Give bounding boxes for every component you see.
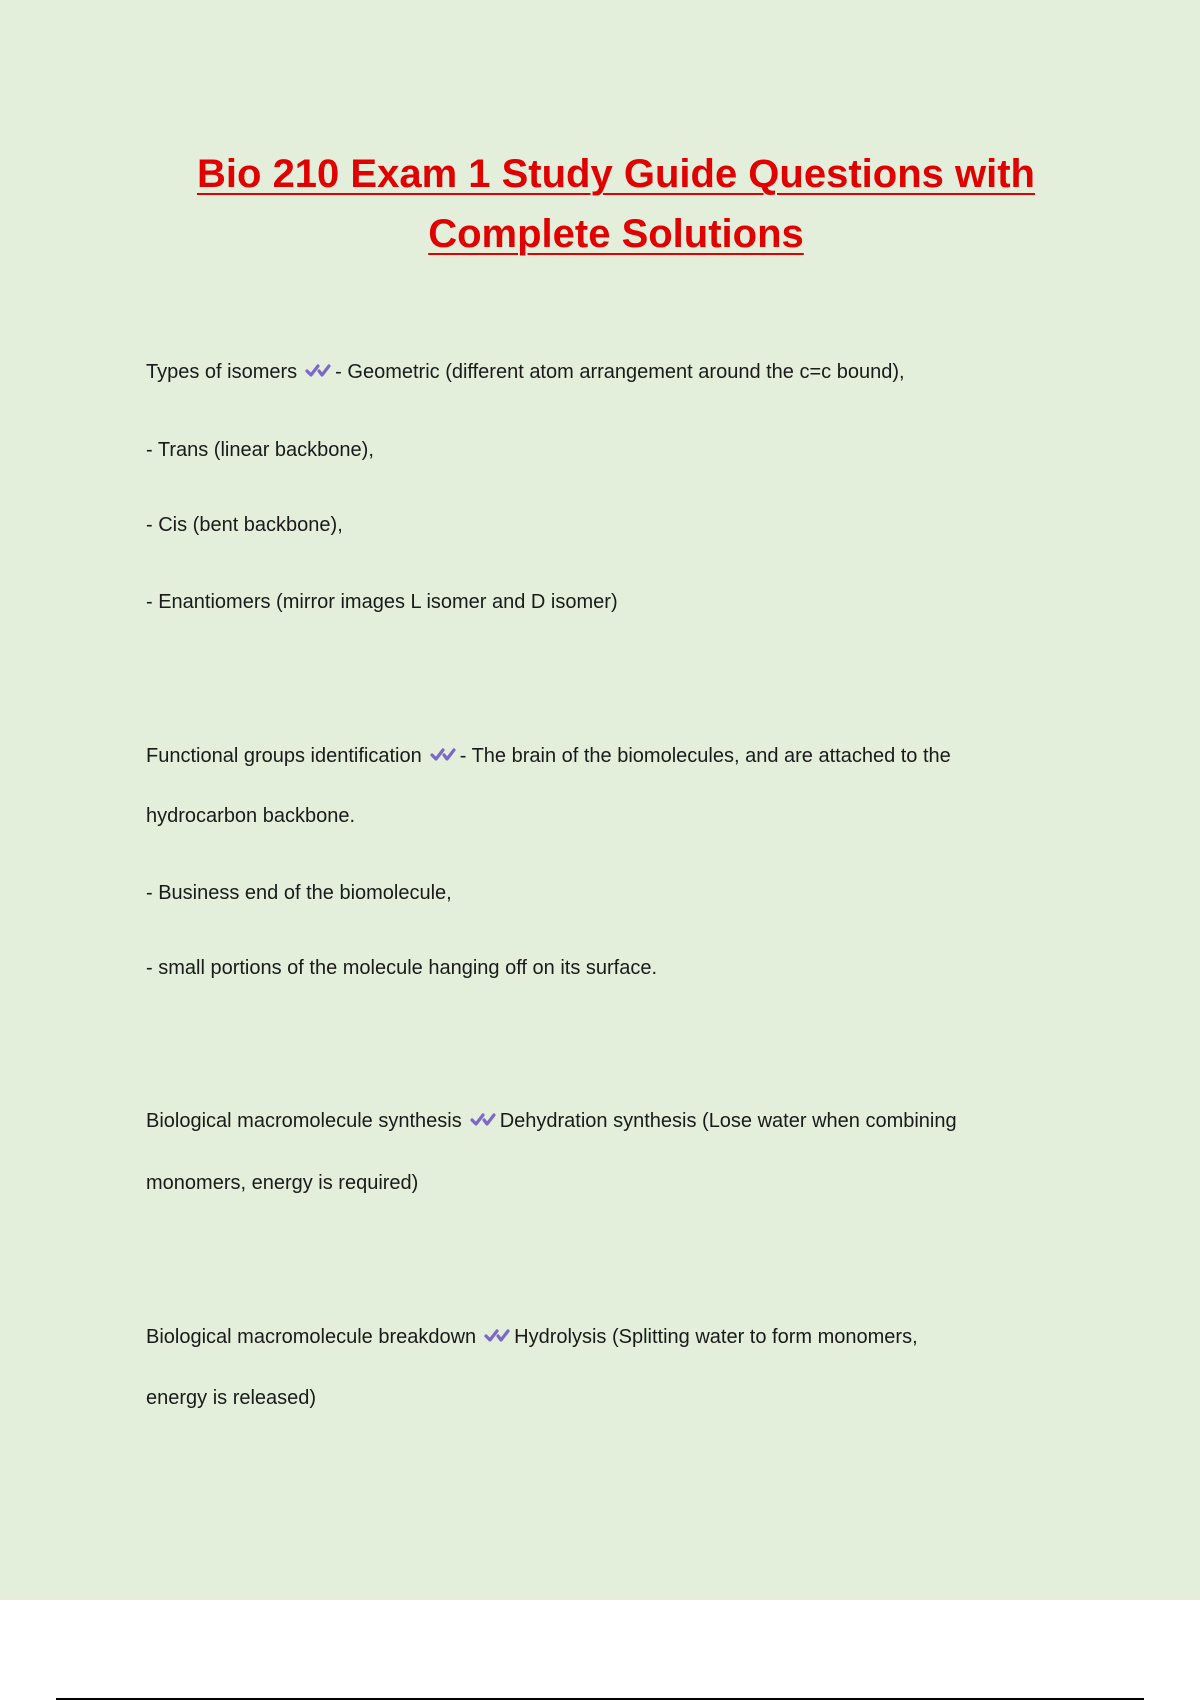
qa-2-question: Functional groups identification: [146, 745, 422, 767]
qa-3-first-line: [146, 1106, 1086, 1138]
double-check-icon: [430, 743, 456, 773]
qa-4-answer: Hydrolysis (Splitting water to form monomers,: [514, 1326, 918, 1348]
qa-4-extra-line: energy is released): [146, 1387, 317, 1409]
qa-2-extra-line: - Business end of the biomolecule,: [146, 882, 452, 904]
qa-1-extra-line: - Cis (bent backbone),: [146, 514, 343, 536]
qa-3-extra-line: monomers, energy is required): [146, 1172, 419, 1194]
qa-2-answer: - The brain of the biomolecules, and are attached to the: [459, 745, 951, 767]
qa-1-first-line: [146, 357, 1086, 389]
qa-1-extra-line: - Trans (linear backbone),: [146, 439, 374, 461]
title-line-1: Bio 210 Exam 1 Study Guide Questions with: [197, 152, 1035, 196]
qa-1-question: Types of isomers: [146, 361, 298, 383]
qa-4-question: Biological macromolecule breakdown: [146, 1326, 477, 1348]
qa-4-first-line: [146, 1322, 1086, 1354]
document-title: [120, 144, 1112, 264]
qa-1-extra-line: - Enantiomers (mirror images L isomer and D isomer): [146, 591, 618, 613]
qa-2-extra-line: hydrocarbon backbone.: [146, 805, 356, 827]
qa-1-answer: - Geometric (different atom arrangement around the c=c bound),: [335, 361, 905, 383]
title-line-2: Complete Solutions: [428, 212, 804, 256]
qa-3-question: Biological macromolecule synthesis: [146, 1110, 462, 1132]
qa-2-first-line: [146, 741, 1086, 773]
double-check-icon: [470, 1108, 496, 1138]
double-check-icon: [484, 1324, 510, 1354]
double-check-icon: [305, 359, 331, 389]
qa-3-answer: Dehydration synthesis (Lose water when combining: [499, 1110, 957, 1132]
qa-2-extra-line: - small portions of the molecule hanging off on its surface.: [146, 957, 658, 979]
